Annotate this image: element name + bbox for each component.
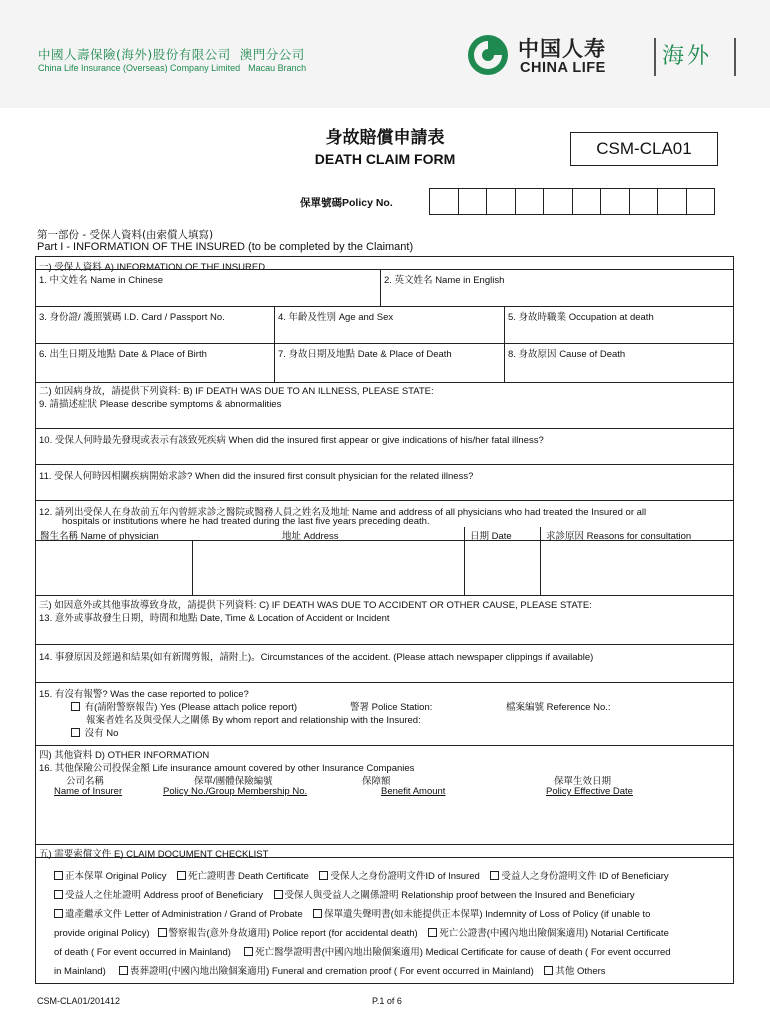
part1-heading-zh: 第一部份 - 受保人資料(由索償人填寫) bbox=[37, 229, 214, 241]
checkbox-icon[interactable] bbox=[274, 890, 283, 899]
company-name-en: China Life Insurance (Overseas) Company Limited Macau Branch bbox=[38, 63, 307, 73]
logo-overseas: 海外 bbox=[662, 44, 713, 69]
policy-no-digit-box[interactable] bbox=[686, 188, 716, 215]
q2-label: 2. 英文姓名 Name in English bbox=[384, 275, 505, 286]
section-e-title: 五) 需要索償文件 E) CLAIM DOCUMENT CHECKLIST bbox=[39, 849, 269, 860]
col-benefit-en: Benefit Amount bbox=[381, 786, 446, 797]
header-band bbox=[0, 0, 770, 108]
policy-no-digit-box[interactable] bbox=[572, 188, 602, 215]
checklist-continuation: in Mainland) bbox=[54, 966, 106, 977]
divider bbox=[36, 595, 733, 596]
q15-no-option[interactable]: 沒有 No bbox=[71, 725, 118, 739]
policy-no-digit-box[interactable] bbox=[429, 188, 459, 215]
checklist-item[interactable]: 受益人之身份證明文件 ID of Beneficiary bbox=[490, 871, 668, 882]
form-title-en: DEATH CLAIM FORM bbox=[314, 151, 456, 167]
checklist-item[interactable]: 警察報告(意外身故適用) Police report (for accidental death) bbox=[158, 928, 418, 939]
form-title-zh: 身故賠償申請表 bbox=[325, 128, 445, 148]
policy-no-digit-box[interactable] bbox=[458, 188, 488, 215]
col-date: 日期 Date bbox=[470, 531, 512, 542]
checklist-row bbox=[54, 925, 669, 939]
checklist-item[interactable]: 死亡證明書 Death Certificate bbox=[177, 871, 309, 882]
q12-label: 12. 請列出受保人在身故前五年內曾經求診之醫院或醫務人員之姓名及地址 Name and address of all physicians who had treated the Insured or all bbox=[39, 507, 647, 518]
q15-police-station-label: 警署 Police Station: bbox=[350, 702, 433, 713]
company-name-zh: 中國人壽保險(海外)股份有限公司 澳門分公司 bbox=[38, 47, 305, 62]
checklist-item[interactable]: 保單遺失聲明書(如未能提供正本保單) Indemnity of Loss of Policy (if unable to bbox=[313, 909, 650, 920]
policy-no-digit-box[interactable] bbox=[657, 188, 687, 215]
checkbox-icon[interactable] bbox=[71, 728, 80, 737]
policy-no-digit-box[interactable] bbox=[629, 188, 659, 215]
divider bbox=[504, 306, 505, 382]
q15-reference-label: 檔案編號 Reference No.: bbox=[506, 702, 611, 713]
china-life-logo-icon bbox=[466, 33, 510, 77]
divider bbox=[540, 527, 541, 595]
col-insurer-en: Name of Insurer bbox=[54, 786, 123, 797]
checklist-row bbox=[54, 868, 669, 882]
col-reason: 求診原因 Reasons for consultation bbox=[546, 531, 692, 542]
divider bbox=[36, 306, 733, 307]
col-benefit-zh: 保障額 bbox=[362, 776, 391, 787]
col-effective-date-zh: 保單生效日期 bbox=[554, 776, 612, 787]
q5-label: 5. 身故時職業 Occupation at death bbox=[508, 312, 654, 323]
divider bbox=[380, 269, 381, 306]
q13-label: 13. 意外或事故發生日期，時間和地點 Date, Time & Location of Accident or Incident bbox=[39, 613, 390, 624]
checkbox-icon[interactable] bbox=[319, 871, 328, 880]
logo-text-en: CHINA LIFE bbox=[520, 60, 606, 76]
checkbox-icon[interactable] bbox=[54, 871, 63, 880]
col-policy-no-zh: 保單/團體保險編號 bbox=[194, 776, 273, 787]
checklist-item[interactable]: 遺產繼承文件 Letter of Administration / Grand of Probate bbox=[54, 909, 303, 920]
logo-divider bbox=[734, 38, 736, 76]
checkbox-icon[interactable] bbox=[244, 947, 253, 956]
policy-no-digit-box[interactable] bbox=[515, 188, 545, 215]
q9-label: 9. 請描述症狀 Please describe symptoms & abnormalities bbox=[39, 399, 282, 410]
checkbox-icon[interactable] bbox=[54, 909, 63, 918]
divider bbox=[36, 269, 733, 270]
part1-heading-en: Part I - INFORMATION OF THE INSURED (to be completed by the Claimant) bbox=[37, 241, 414, 253]
divider bbox=[36, 844, 733, 845]
checklist-item[interactable]: 正本保單 Original Policy bbox=[54, 871, 166, 882]
q1-label: 1. 中文姓名 Name in Chinese bbox=[39, 275, 164, 286]
divider bbox=[36, 857, 733, 858]
checklist-continuation: provide original Policy) bbox=[54, 928, 150, 939]
checklist-row bbox=[54, 944, 671, 958]
checklist-item[interactable]: 受益人之住址證明 Address proof of Beneficiary bbox=[54, 890, 263, 901]
checkbox-icon[interactable] bbox=[490, 871, 499, 880]
divider bbox=[36, 540, 733, 541]
checklist-item[interactable]: 死亡公證書(中國內地出險個案適用) Notarial Certificate bbox=[428, 928, 669, 939]
divider bbox=[36, 745, 733, 746]
col-address: 地址 Address bbox=[282, 531, 339, 542]
checklist-item[interactable]: 受保人之身份證明文件ID of Insured bbox=[319, 871, 479, 882]
footer-form-code: CSM-CLA01/201412 bbox=[37, 996, 121, 1006]
col-insurer-zh: 公司名稱 bbox=[66, 776, 105, 787]
section-b-title: 二) 如因病身故，請提供下列資料: B) IF DEATH WAS DUE TO AN ILLNESS, PLEASE STATE: bbox=[39, 386, 434, 397]
checkbox-icon[interactable] bbox=[428, 928, 437, 937]
col-policy-no-en: Policy No./Group Membership No. bbox=[163, 786, 308, 797]
divider bbox=[36, 644, 733, 645]
divider bbox=[36, 500, 733, 501]
checklist-continuation: of death ( For event occurred in Mainland) bbox=[54, 947, 231, 958]
logo-divider bbox=[654, 38, 656, 76]
divider bbox=[36, 464, 733, 465]
checkbox-icon[interactable] bbox=[544, 966, 553, 975]
checklist-row bbox=[54, 963, 606, 977]
logo-text-zh: 中国人寿 bbox=[518, 37, 606, 61]
checkbox-icon[interactable] bbox=[71, 702, 80, 711]
claim-form-table bbox=[35, 256, 734, 984]
col-effective-date-en: Policy Effective Date bbox=[546, 786, 633, 797]
q11-label: 11. 受保人何時因相關疾病開始求診? When did the insured first consult physician for the related illness? bbox=[39, 471, 474, 482]
col-physician: 醫生名稱 Name of physician bbox=[40, 531, 159, 542]
footer-page-number: P.1 of 6 bbox=[372, 996, 402, 1006]
divider bbox=[274, 306, 275, 382]
checklist-row bbox=[54, 887, 635, 901]
checkbox-icon[interactable] bbox=[54, 890, 63, 899]
checklist-item[interactable]: 其他 Others bbox=[544, 966, 605, 977]
q14-label: 14. 事發原因及經過和結果(如有新聞剪報，請附上)。Circumstances of the accident. (Please attach newspaper clippings if available) bbox=[39, 652, 594, 663]
checklist-item[interactable]: 喪葬證明(中國內地出險個案適用) Funeral and cremation proof ( For event occurred in Mainland) bbox=[119, 966, 534, 977]
checklist-item[interactable]: 死亡醫學證明書(中國內地出險個案適用) Medical Certificate for cause of death ( For event occurred bbox=[244, 947, 670, 958]
q6-label: 6. 出生日期及地點 Date & Place of Birth bbox=[39, 349, 207, 360]
policy-no-label: 保單號碼Policy No. bbox=[300, 197, 393, 209]
q15-reporter-label: 報案者姓名及與受保人之關係 By whom report and relationship with the Insured: bbox=[86, 715, 421, 726]
form-code-box: CSM-CLA01 bbox=[570, 132, 718, 166]
divider bbox=[36, 343, 733, 344]
divider bbox=[464, 527, 465, 595]
policy-no-digit-box[interactable] bbox=[486, 188, 516, 215]
q4-label: 4. 年齡及性別 Age and Sex bbox=[278, 312, 394, 323]
checklist-row bbox=[54, 906, 650, 920]
section-a-title: 一) 受保人資料 A) INFORMATION OF THE INSURED bbox=[39, 262, 266, 273]
q15-label: 15. 有沒有報警? Was the case reported to police? bbox=[39, 689, 249, 700]
checkbox-icon[interactable] bbox=[119, 966, 128, 975]
section-d-title: 四) 其他資料 D) OTHER INFORMATION bbox=[39, 750, 210, 761]
q10-label: 10. 受保人何時最先發現或表示有該致死疾病 When did the insured first appear or give indications of his/her fatal illness? bbox=[39, 435, 544, 446]
checklist-item[interactable]: 受保人與受益人之關係證明 Relationship proof between the Insured and Beneficiary bbox=[274, 890, 635, 901]
divider bbox=[36, 428, 733, 429]
checkbox-icon[interactable] bbox=[177, 871, 186, 880]
checkbox-icon[interactable] bbox=[313, 909, 322, 918]
q8-label: 8. 身故原因 Cause of Death bbox=[508, 349, 626, 360]
q16-label: 16. 其他保險公司投保金額 Life insurance amount covered by other Insurance Companies bbox=[39, 763, 415, 774]
policy-no-field[interactable] bbox=[430, 188, 715, 215]
q12-label-cont: hospitals or institutions where he had treated during the last five years preceding death. bbox=[62, 516, 430, 527]
q7-label: 7. 身故日期及地點 Date & Place of Death bbox=[278, 349, 452, 360]
section-c-title: 三) 如因意外或其他事故導致身故，請提供下列資料: C) IF DEATH WAS DUE TO ACCIDENT OR OTHER CAUSE, PLEASE STATE: bbox=[39, 600, 592, 611]
divider bbox=[192, 540, 193, 595]
q15-yes-option[interactable]: 有(請附警察報告) Yes (Please attach police report) bbox=[71, 699, 297, 713]
q3-label: 3. 身份證/ 護照號碼 I.D. Card / Passport No. bbox=[39, 312, 225, 323]
divider bbox=[36, 682, 733, 683]
policy-no-digit-box[interactable] bbox=[600, 188, 630, 215]
policy-no-digit-box[interactable] bbox=[543, 188, 573, 215]
checkbox-icon[interactable] bbox=[158, 928, 167, 937]
